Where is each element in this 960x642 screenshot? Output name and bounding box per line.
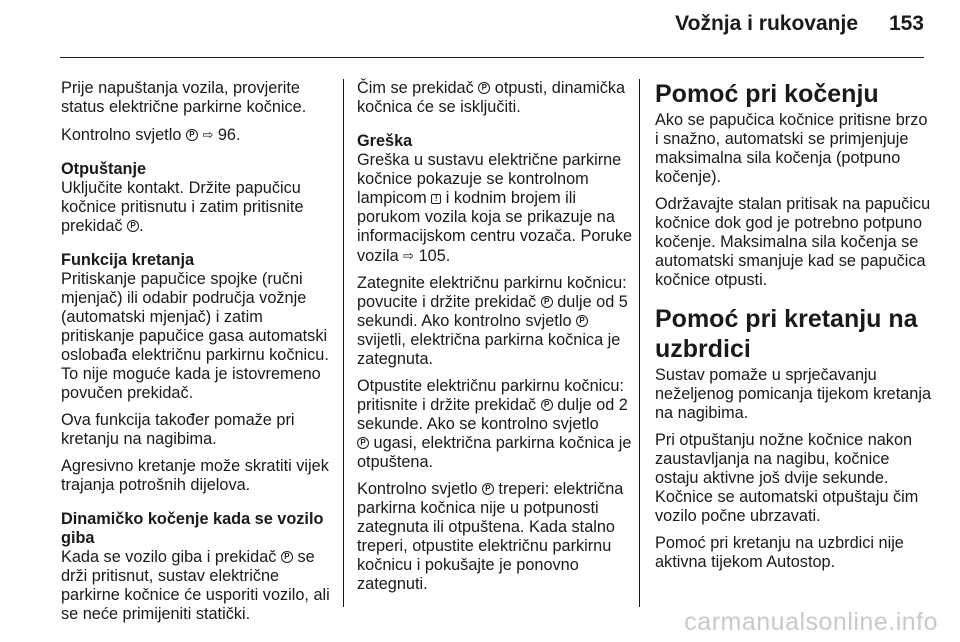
header-divider [60,57,924,58]
paragraph: Agresivno kretanje može skratiti vijek trajanja potrošnih dijelova. [61,457,329,494]
parking-brake-icon [186,129,198,141]
paragraph: Ako se papučica kočnice pritisne brzo i snažno, automatski se primjenjuje maksimalna sila kočenja (potpuno kočenje). [655,111,928,186]
paragraph: Otpustite električnu parkirnu kočnicu: pritisnite i držite prekidač P dulje od 2 sekunde. Ako se kontrolno svjetlo P ugasi, električna parkirna kočnica je otpuštena. [357,377,634,472]
parking-brake-icon [281,551,293,563]
watermark: carmanualsonline.info [684,608,938,636]
page-reference-arrow-icon: ⇨ [202,127,214,142]
heading-pomoc-pri-kretanju-na-uzbrdici: Pomoć pri kretanju na uzbrdici [655,305,918,363]
parking-brake-icon [127,220,139,232]
paragraph: Kontrolno svjetlo P ⇨ 96. [61,125,334,145]
parking-brake-icon [576,315,588,327]
paragraph: Prije napuštanja vozila, provjerite status električne parkirne kočnice. [61,79,307,116]
subheading-dinamicko-kocenje: Dinamičko kočenje kada se vozilo giba [61,510,324,547]
page-number: 153 [888,12,924,35]
column-2 [357,79,634,602]
subheading-funkcija-kretanja: Funkcija kretanja [61,251,195,269]
paragraph: Sustav pomaže u sprječavanju neželjenog pomicanja tijekom kretanja na nagibima. [655,366,932,422]
heading-pomoc-pri-kocenju: Pomoć pri kočenju [655,80,879,108]
parking-brake-icon [541,399,553,411]
column-divider [639,79,640,607]
paragraph: Uključite kontakt. Držite papučicu kočnice pritisnutu i zatim pritisnite prekidač P. [61,179,334,236]
paragraph: Pomoć pri kretanju na uzbrdici nije aktivna tijekom Autostop. [655,534,904,571]
parking-brake-icon [357,437,369,449]
column-3 [655,79,933,580]
column-1 [61,79,334,632]
paragraph: Održavajte stalan pritisak na papučicu kočnice dok god je potrebno potpuno kočenje. Maksimalna sila kočenja se automatski smanjuje kad se papučica kočnice otpusti. [655,195,931,289]
paragraph: Kada se vozilo giba i prekidač P se drži pritisnut, sustav električne parkirne kočnice će usporiti vozilo, ali se neće primijeniti statički. [61,548,334,624]
paragraph: Greška u sustavu električne parkirne kočnice pokazuje se kontrolnom lampicom ! i kodnim brojem ili porukom vozila koja se prikazuje na informacijskom centru vozača. Poruke vozila ⇨ 105. [357,151,634,266]
subheading-otpustanje: Otpuštanje [61,160,147,178]
parking-brake-icon [482,483,494,495]
column-divider [343,79,344,607]
parking-brake-icon [478,82,490,94]
page-reference-arrow-icon: ⇨ [403,248,415,263]
paragraph: Kontrolno svjetlo P treperi: električna parkirna kočnica nije u potpunosti zategnuta ili otpuštena. Kada stalno treperi, otpustite električnu parkirnu kočnicu i pokušajte je ponovno zategnuti. [357,480,634,594]
paragraph: Zategnite električnu parkirnu kočnicu: povucite i držite prekidač P dulje od 5 sekundi. Ako kontrolno svjetlo P svijetli, električna parkirna kočnica je zategnuta. [357,274,634,369]
paragraph: Pritiskanje papučice spojke (ručni mjenjač) ili odabir područja vožnje (automatski mjenjač) i zatim pritiskanje papučice gasa automatski oslobađa električnu parkirnu kočnicu. To nije moguće kada je istovremeno povučen prekidač. [61,270,329,402]
subheading-greska: Greška [357,132,413,150]
paragraph: Pri otpuštanju nožne kočnice nakon zaustavljanja na nagibu, kočnice ostaju aktivne još dvije sekunde. Kočnice se automatski otpuštaju čim vozilo počne ubrzavati. [655,431,919,525]
parking-brake-icon [541,296,553,308]
paragraph: Ova funkcija također pomaže pri kretanju na nagibima. [61,411,295,448]
paragraph: Čim se prekidač P otpusti, dinamička kočnica će se isključiti. [357,79,634,117]
brake-warning-icon [431,194,441,204]
page-header-title: Vožnja i rukovanje [675,12,858,35]
